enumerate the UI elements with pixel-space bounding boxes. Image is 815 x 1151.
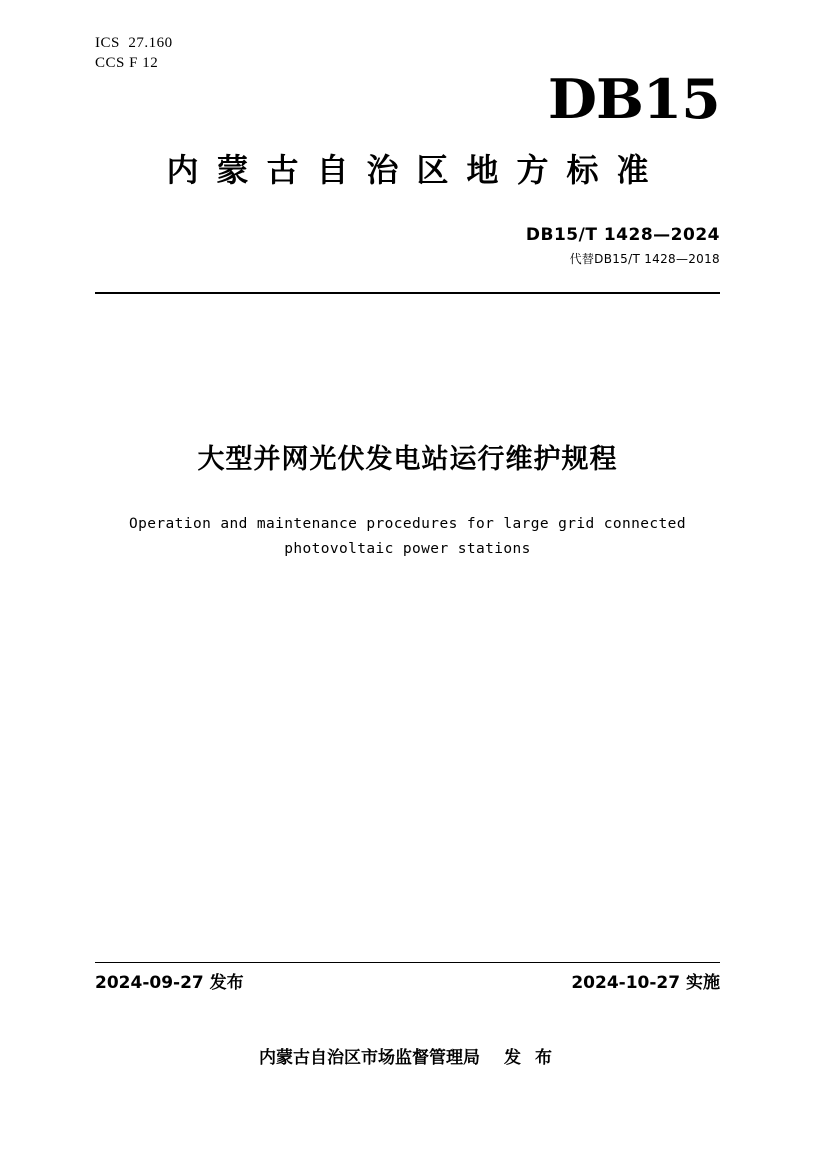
header-divider: [95, 292, 720, 294]
authority-title: 内蒙古自治区地方标准: [166, 151, 667, 189]
publisher-name: 内蒙古自治区市场监督管理局: [259, 1048, 481, 1068]
ccs-value: F 12: [129, 55, 159, 71]
document-title-cn: 大型并网光伏发电站运行维护规程: [197, 444, 618, 475]
ccs-label: CCS: [95, 55, 125, 71]
db15-logo: DB15: [548, 67, 720, 131]
document-title-en: [110, 512, 705, 562]
dates-row: [95, 968, 720, 993]
ccs-code-row: [95, 53, 173, 73]
ics-label: ICS: [95, 35, 120, 51]
standard-replaces: 代替DB15/T 1428—2018: [569, 252, 720, 266]
publish-word: 发 布: [504, 1048, 556, 1068]
issue-date: 2024-09-27 发布: [95, 973, 244, 993]
ics-code-row: [95, 33, 173, 53]
document-title-en-line1: Operation and maintenance procedures for large grid connected: [129, 516, 686, 532]
document-title-en-line2: photovoltaic power stations: [284, 541, 531, 557]
standard-number: DB15/T 1428—2024: [525, 225, 720, 245]
effective-date: 2024-10-27 实施: [571, 973, 720, 993]
ics-value: 27.160: [128, 35, 173, 51]
classification-codes: [95, 33, 173, 73]
publisher-row: [95, 1043, 720, 1068]
footer-divider: [95, 962, 720, 963]
